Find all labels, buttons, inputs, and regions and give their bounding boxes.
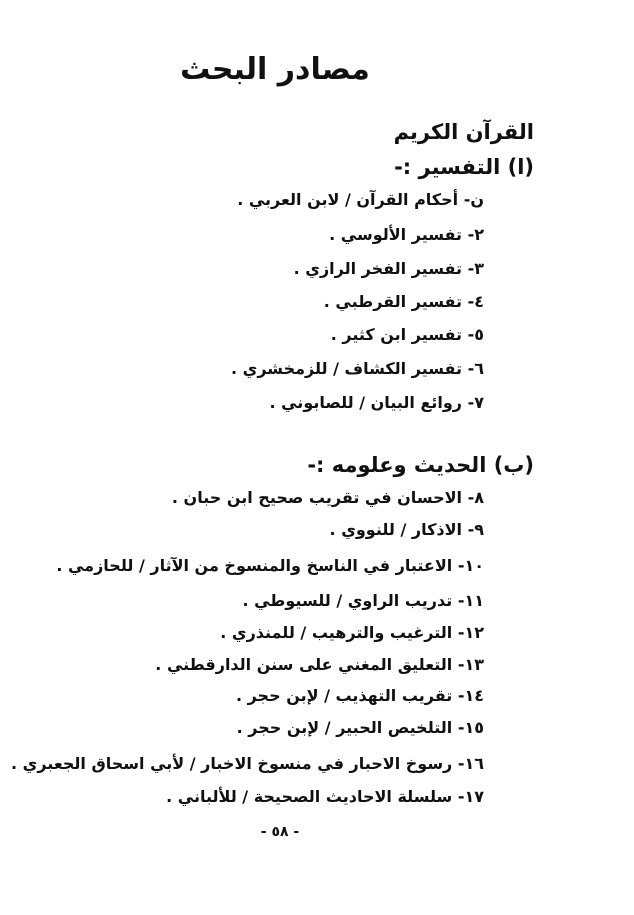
list-item: ١٤- تقريب التهذيب / لإبن حجر . [235,686,484,705]
list-item: ن- أحكام القرآن / لابن العربي . [237,190,484,209]
page-title: مصادر البحث [180,52,370,87]
list-item: ٨- الاحسان في تقريب صحيح ابن حبان . [171,488,484,507]
list-item: ٩- الاذكار / للنووي . [329,520,484,539]
page-number: - ٥٨ - [260,824,300,840]
list-item: ١٣- التعليق المغني على سنن الدارقطني . [155,655,484,674]
list-item: ١٦- رسوخ الاحبار في منسوخ الاخبار / لأبي اسحاق الجعبري . [11,754,484,773]
list-item: ٣- تفسير الفخر الرازي . [293,259,484,278]
section-heading-quran: القرآن الكريم [393,120,534,144]
section-heading-tafsir: (ا) التفسير :- [394,155,534,179]
list-item: ١٠- الاعتبار في الناسخ والمنسوخ من الآثار / للحازمي . [56,556,484,575]
list-item: ١٢- الترغيب والترهيب / للمنذري . [220,623,484,642]
list-item: ٧- روائع البيان / للصابوني . [269,393,484,412]
list-item: ١٧- سلسلة الاحاديث الصحيحة / للألباني . [166,787,484,806]
list-item: ١٥- التلخيص الحبير / لإبن حجر . [236,718,484,737]
list-item: ٥- تفسير ابن كثير . [330,325,484,344]
list-item: ٦- تفسير الكشاف / للزمخشري . [231,359,484,378]
list-item: ١١- تدريب الراوي / للسيوطي . [242,591,484,610]
section-heading-hadith: (ب) الحديث وعلومه :- [307,453,534,477]
list-item: ٤- تفسير القرطبي . [323,292,484,311]
list-item: ٢- تفسير الألوسي . [329,225,484,244]
